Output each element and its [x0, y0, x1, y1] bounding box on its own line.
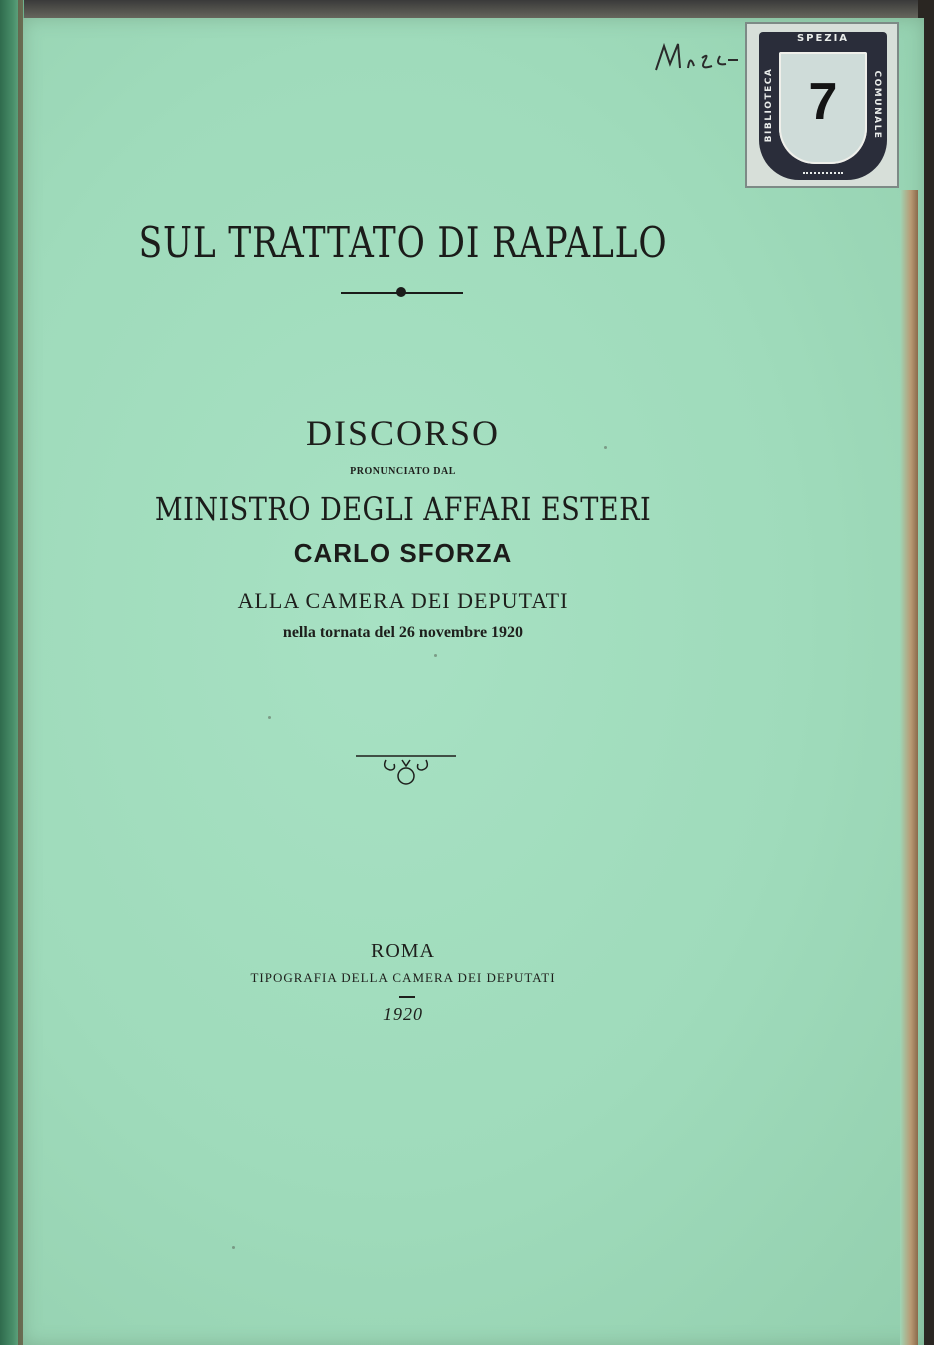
top-edge — [23, 0, 934, 20]
page-title: SUL TRATTATO DI RAPALLO — [138, 218, 668, 267]
venue-text: ALLA CAMERA DEI DEPUTATI — [237, 588, 569, 613]
stamp-shield — [779, 52, 867, 164]
stamp-number: 7 — [808, 73, 838, 131]
stamp-city: SPEZIA — [796, 33, 850, 44]
heading-ministro: MINISTRO DEGLI AFFARI ESTERI — [154, 490, 652, 528]
author-name: CARLO SFORZA — [293, 538, 513, 568]
stamp-frame — [759, 32, 887, 180]
imprint-city: ROMA — [370, 940, 435, 962]
paper-speck — [232, 1246, 235, 1249]
imprint-year: 1920 — [383, 1004, 423, 1024]
paper-speck — [268, 716, 271, 719]
imprint-printer: TIPOGRAFIA DELLA CAMERA DEI DEPUTATI — [250, 970, 556, 985]
page-edge — [900, 190, 918, 1345]
handwritten-note-icon — [650, 38, 740, 78]
subheading-pronunciato: PRONUNCIATO DAL — [350, 466, 456, 477]
stamp-left-text: BIBLIOTECA — [764, 67, 774, 143]
session-date: nella tornata del 26 novembre 1920 — [282, 624, 524, 641]
heading-discorso: DISCORSO — [305, 413, 501, 453]
stamp-ornament-icon — [803, 172, 843, 178]
library-stamp — [745, 22, 899, 188]
title-ornament-icon — [396, 287, 406, 297]
imprint-rule — [399, 996, 415, 998]
flourish-ornament-icon — [356, 750, 456, 786]
stamp-right-text: COMUNALE — [872, 70, 882, 140]
paper-speck — [434, 654, 437, 657]
